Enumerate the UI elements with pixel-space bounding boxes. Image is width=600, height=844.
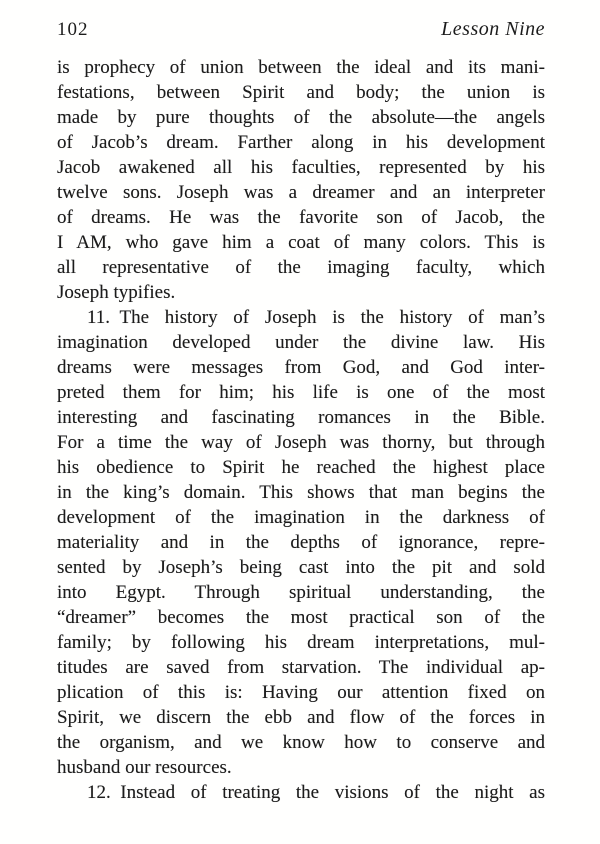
text-line: family; by following his dream interpretations, mul- <box>57 632 545 653</box>
running-title: Lesson Nine <box>441 18 545 40</box>
text-line: festations, between Spirit and body; the union is <box>57 82 545 103</box>
text-line: in the king’s domain. This shows that man begins the <box>57 482 545 503</box>
text-line: 11. The history of Joseph is the history of man’s <box>87 307 545 328</box>
text-line: I AM, who gave him a coat of many colors. This is <box>57 232 545 253</box>
page-body <box>57 55 545 805</box>
text-line: his obedience to Spirit he reached the highest place <box>57 457 545 478</box>
text-line: interesting and fascinating romances in the Bible. <box>57 407 545 428</box>
text-line: Jacob awakened all his faculties, represented by his <box>57 157 545 178</box>
text-line: the organism, and we know how to conserve and <box>57 732 545 753</box>
text-line: imagination developed under the divine law. His <box>57 332 545 353</box>
text-line: into Egypt. Through spiritual understanding, the <box>57 582 545 603</box>
text-line: of dreams. He was the favorite son of Jacob, the <box>57 207 545 228</box>
paragraph <box>57 780 545 805</box>
page-number: 102 <box>57 19 89 40</box>
text-line: “dreamer” becomes the most practical son of the <box>57 607 545 628</box>
text-line: twelve sons. Joseph was a dreamer and an interpreter <box>57 182 545 203</box>
text-line: made by pure thoughts of the absolute—the angels <box>57 107 545 128</box>
text-line: Spirit, we discern the ebb and flow of the forces in <box>57 707 545 728</box>
text-line: 12. Instead of treating the visions of the night as <box>87 782 545 803</box>
text-line: Joseph typifies. <box>57 282 176 303</box>
paragraph <box>57 55 545 305</box>
text-line: preted them for him; his life is one of the most <box>57 382 545 403</box>
page-header <box>57 18 545 41</box>
text-line: materiality and in the depths of ignorance, repre- <box>57 532 545 553</box>
text-line: For a time the way of Joseph was thorny, but through <box>57 432 545 453</box>
text-line: of Jacob’s dream. Farther along in his development <box>57 132 545 153</box>
text-line: plication of this is: Having our attention fixed on <box>57 682 545 703</box>
text-line: husband our resources. <box>57 757 232 778</box>
text-line: all representative of the imaging faculty, which <box>57 257 545 278</box>
text-line: development of the imagination in the darkness of <box>57 507 545 528</box>
text-line: is prophecy of union between the ideal and its mani- <box>57 57 545 78</box>
text-line: sented by Joseph’s being cast into the pit and sold <box>57 557 545 578</box>
paragraph <box>57 305 545 780</box>
text-line: dreams were messages from God, and God inter- <box>57 357 545 378</box>
text-line: titudes are saved from starvation. The individual ap- <box>57 657 545 678</box>
